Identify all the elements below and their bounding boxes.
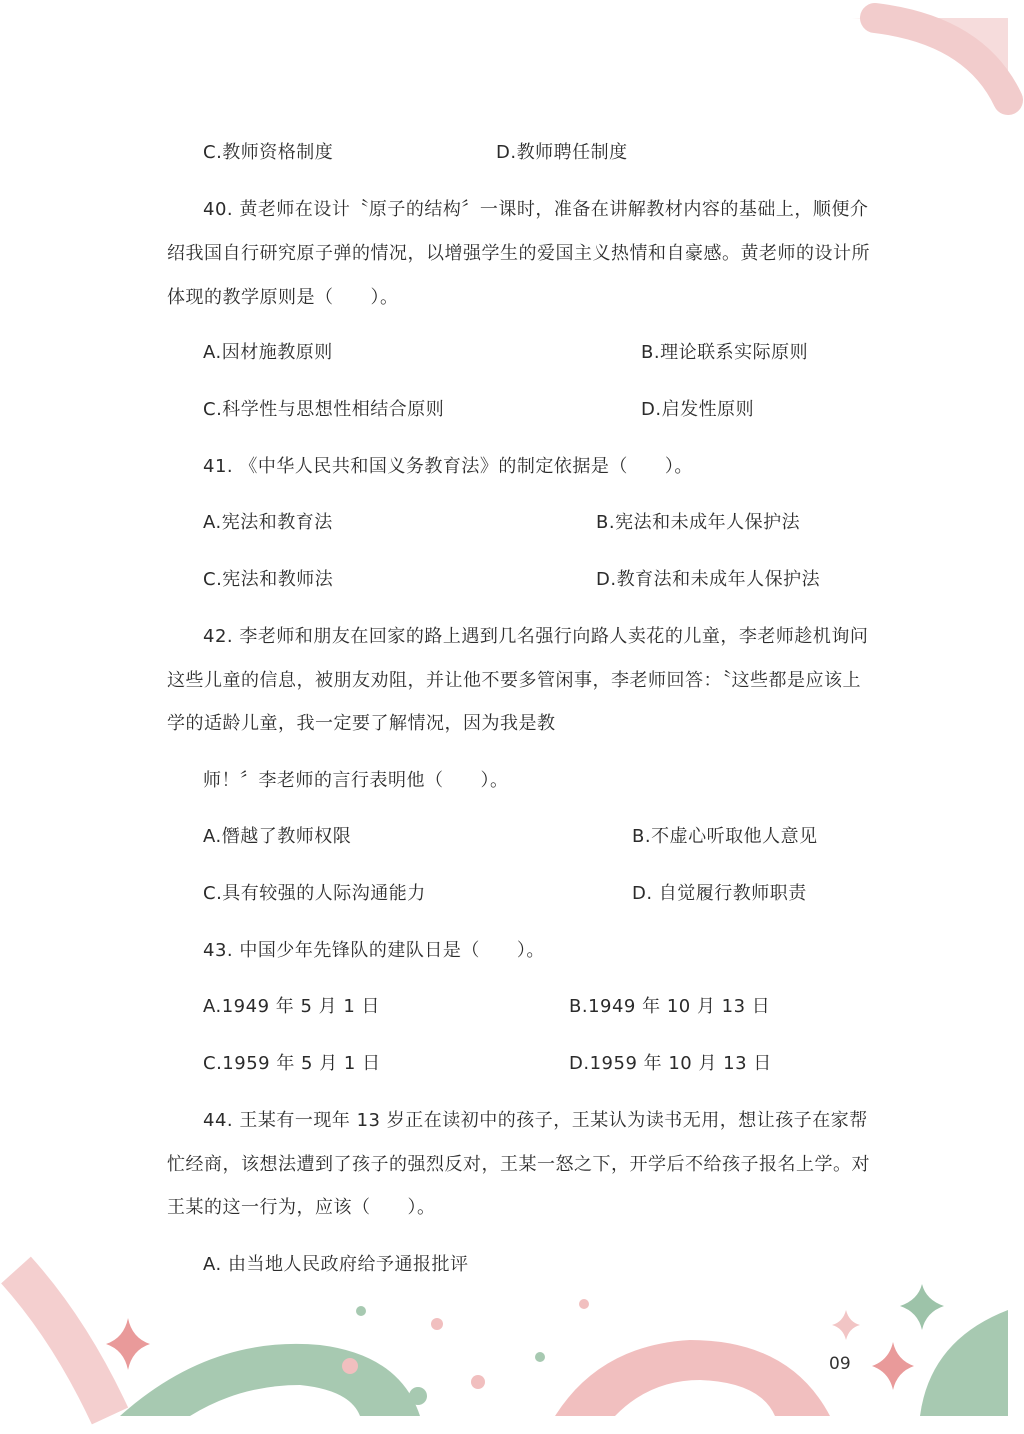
dot: [356, 1306, 366, 1316]
q42-stem-line-2: 这些儿童的信息，被朋友劝阻，并让他不要多管闲事，李老师回答：〝这些都是应该上: [167, 670, 861, 691]
q40-option-a: A.因材施教原则: [203, 342, 333, 363]
q43-option-c: C.1959 年 5 月 1 日: [203, 1053, 381, 1074]
dot: [431, 1318, 443, 1330]
page-number: 09: [829, 1354, 851, 1374]
dot: [579, 1299, 589, 1309]
q43-option-d: D.1959 年 10 月 13 日: [569, 1053, 772, 1074]
q40-stem-line-3: 体现的教学原则是（ ）。: [167, 287, 399, 308]
q43-stem-line-1: 43. 中国少年先锋队的建队日是（ ）。: [203, 940, 545, 961]
sparkle-pink-right: [872, 1342, 914, 1390]
q40-option-d: D.启发性原则: [641, 399, 755, 420]
q41-option-a: A.宪法和教育法: [203, 512, 333, 533]
q39-option-c: C.教师资格制度: [203, 142, 334, 163]
q44-option-a: A. 由当地人民政府给予通报批评: [203, 1254, 469, 1275]
q43-option-b: B.1949 年 10 月 13 日: [569, 996, 771, 1017]
bottom-right-rainbow-green: [920, 1310, 1008, 1416]
q42-option-b: B.不虚心听取他人意见: [632, 826, 818, 847]
sparkle-pink-left: [106, 1318, 150, 1370]
dot: [409, 1387, 427, 1405]
q42-stem-line-1: 42. 李老师和朋友在回家的路上遇到几名强行向路人卖花的儿童，李老师趁机询问: [203, 626, 869, 647]
q40-stem-line-1: 40. 黄老师在设计〝原子的结构〞一课时，准备在讲解教材内容的基础上，顺便介: [203, 199, 869, 220]
q41-option-d: D.教育法和未成年人保护法: [596, 569, 821, 590]
q39-option-d: D.教师聘任制度: [496, 142, 628, 163]
q43-option-a: A.1949 年 5 月 1 日: [203, 996, 381, 1017]
bottom-left-arc-pink: [16, 1270, 110, 1416]
q42-stem-line-3: 学的适龄儿童，我一定要了解情况，因为我是教: [167, 713, 556, 734]
q40-option-b: B.理论联系实际原则: [641, 342, 809, 363]
dot: [342, 1358, 358, 1374]
dot: [471, 1375, 485, 1389]
q42-option-a: A.僭越了教师权限: [203, 826, 352, 847]
q40-stem-line-2: 绍我国自行研究原子弹的情况，以增强学生的爱国主义热情和自豪感。黄老师的设计所: [167, 243, 870, 264]
q42-stem-line-4: 师！〞李老师的言行表明他（ ）。: [203, 770, 509, 791]
q44-stem-line-2: 忙经商，该想法遭到了孩子的强烈反对，王某一怒之下，开学后不给孩子报名上学。对: [167, 1154, 870, 1175]
q41-option-c: C.宪法和教师法: [203, 569, 334, 590]
sparkle-green-right: [900, 1284, 944, 1330]
q44-stem-line-3: 王某的这一行为，应该（ ）。: [167, 1197, 436, 1218]
q44-stem-line-1: 44. 王某有一现年 13 岁正在读初中的孩子，王某认为读书无用，想让孩子在家帮: [203, 1110, 868, 1131]
q40-option-c: C.科学性与思想性相结合原则: [203, 399, 445, 420]
q41-stem-line-1: 41. 《中华人民共和国义务教育法》的制定依据是（ ）。: [203, 456, 693, 477]
dot: [535, 1352, 545, 1362]
sparkle-pink-right-small: [832, 1310, 860, 1340]
q42-option-c: C.具有较强的人际沟通能力: [203, 883, 426, 904]
q42-option-d: D. 自觉履行教师职责: [632, 883, 807, 904]
q41-option-b: B.宪法和未成年人保护法: [596, 512, 801, 533]
